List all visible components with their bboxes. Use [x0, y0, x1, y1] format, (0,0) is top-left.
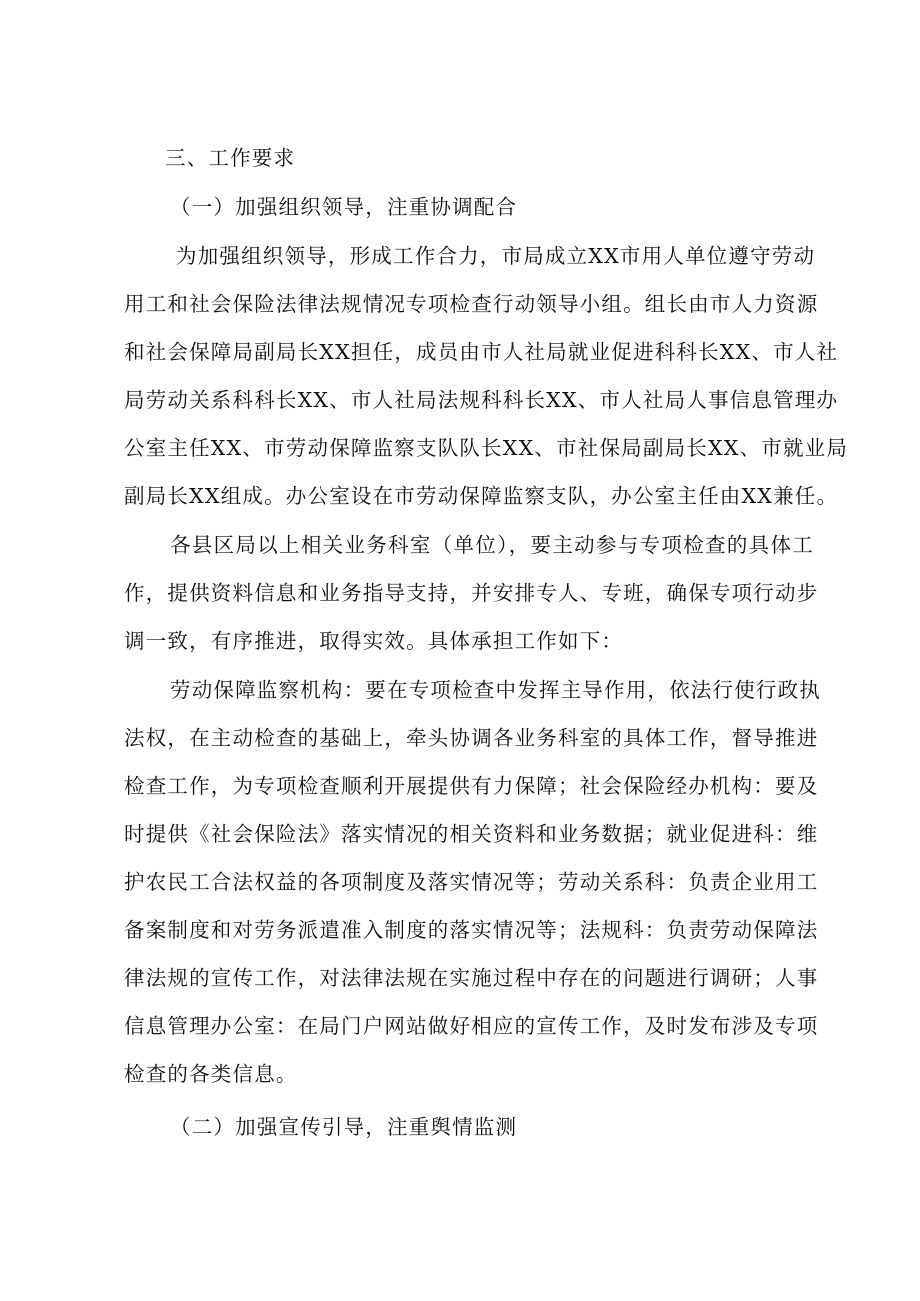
text-line: 检查的各类信息。	[124, 1062, 298, 1086]
text-line: 和社会保障局副局长XX担任，成员由市人社局就业促进科科长XX、市人社	[124, 340, 839, 364]
text-line: 备案制度和对劳务派遣准入制度的落实情况等；法规科：负责劳动保障法	[124, 918, 819, 942]
text-line: 副局长XX组成。办公室设在市劳动保障监察支队，办公室主任由XX兼任。	[124, 484, 839, 508]
text-line: 各县区局以上相关业务科室（单位），要主动参与专项检查的具体工	[170, 533, 814, 557]
subheading-organization: （一）加强组织领导，注重协调配合	[170, 195, 518, 219]
paragraph-departments	[124, 521, 819, 665]
text-line: 为加强组织领导，形成工作合力，市局成立XX市用人单位遵守劳动	[176, 244, 816, 268]
section-heading: 三、工作要求	[165, 146, 296, 170]
text-line: 调一致，有序推进，取得实效。具体承担工作如下：	[124, 629, 624, 653]
text-line: 护农民工合法权益的各项制度及落实情况等；劳动关系科：负责企业用工	[124, 870, 819, 894]
paragraph-leadership-group	[124, 232, 849, 520]
text-line: 信息管理办公室：在局门户网站做好相应的宣传工作，及时发布涉及专项	[124, 1014, 819, 1038]
text-line: 公室主任XX、市劳动保障监察支队队长XX、市社保局副局长XX、市就业局	[124, 436, 849, 460]
subheading-publicity: （二）加强宣传引导，注重舆情监测	[170, 1115, 518, 1139]
text-line: 局劳动关系科科长XX、市人社局法规科科长XX、市人社局人事信息管理办	[124, 388, 839, 412]
text-line: 时提供《社会保险法》落实情况的相关资料和业务数据；就业促进科：维	[124, 822, 819, 846]
text-line: 劳动保障监察机构：要在专项检查中发挥主导作用，依法行使行政执	[170, 678, 821, 702]
paragraph-responsibilities	[124, 666, 821, 1098]
text-line: 用工和社会保险法律法规情况专项检查行动领导小组。组长由市人力资源	[124, 292, 819, 316]
text-line: 检查工作，为专项检查顺利开展提供有力保障；社会保险经办机构：要及	[124, 774, 819, 798]
text-line: 法权，在主动检查的基础上，牵头协调各业务科室的具体工作，督导推进	[124, 726, 819, 750]
text-line: 律法规的宣传工作，对法律法规在实施过程中存在的问题进行调研；人事	[124, 966, 819, 990]
text-line: 作，提供资料信息和业务指导支持，并安排专人、专班，确保专项行动步	[124, 581, 819, 605]
